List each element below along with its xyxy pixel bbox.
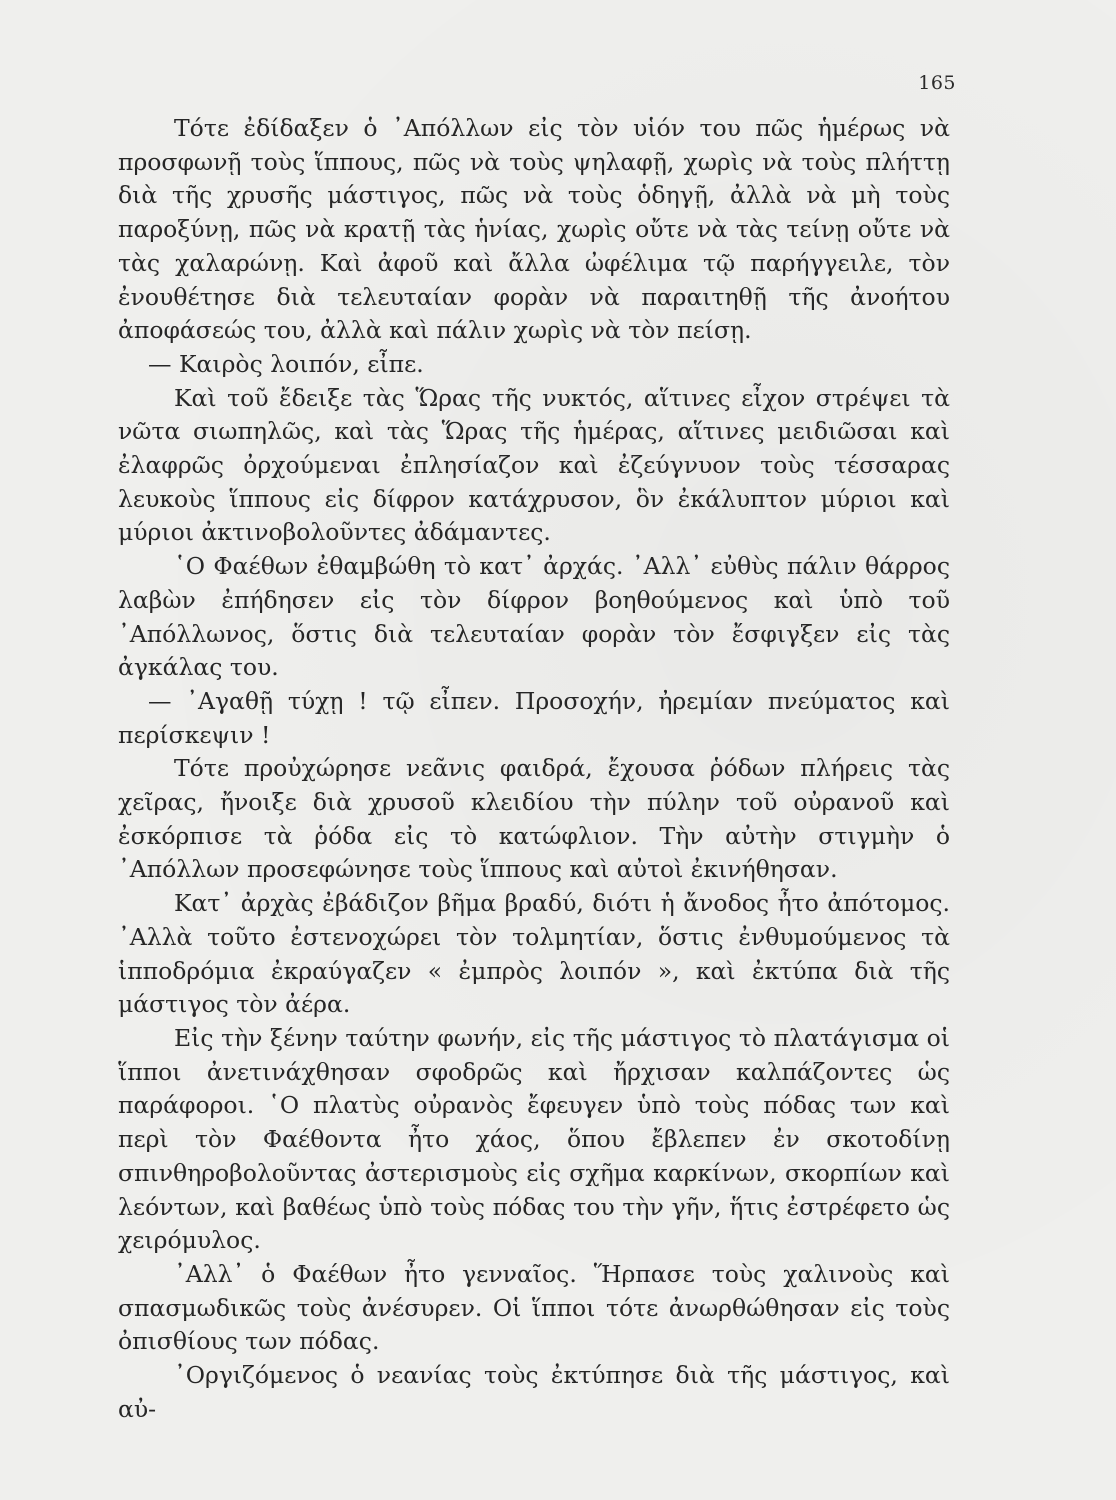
paragraph-5: Κατ᾿ ἀρχὰς ἐβάδιζον βῆμα βραδύ, διότι ἡ ἄνοδος ἦτο ἀπότομος. ᾿Αλλὰ τοῦτο ἐστενοχώρει τὸν τολμητίαν, ὅστις ἐνθυμούμενος τὰ ἱπποδρόμια ἐκραύγαζεν « ἐμπρὸς λοιπόν », καὶ ἐκτύπα διὰ τῆς μάστιγος τὸν ἀέρα. <box>118 889 950 1019</box>
page-number: 165 <box>918 72 956 94</box>
paragraph-3: ῾Ο Φαέθων ἐθαμβώθη τὸ κατ᾿ ἀρχάς. ᾿Αλλ᾿ εὐθὺς πάλιν θάρρος λαβὼν ἐπήδησεν εἰς τὸν δίφρον βοηθούμενος καὶ ὑπὸ τοῦ ᾿Απόλλωνος, ὅστις διὰ τελευταίαν φορὰν τὸν ἔσφιγξεν εἰς τὰς ἀγκάλας του. <box>118 552 950 682</box>
dialogue-line-2: — ᾿Αγαθῇ τύχῃ ! τῷ εἶπεν. Προσοχήν, ἠρεμίαν πνεύματος καὶ περίσκεψιν ! <box>118 686 950 749</box>
paragraph-1: Τότε ἐδίδαξεν ὁ ᾿Απόλλων εἰς τὸν υἱόν του πῶς ἡμέρως νὰ προσφωνῇ τοὺς ἵππους, πῶς νὰ τοὺς ψηλαφῇ, χωρὶς νὰ τοὺς πλήττῃ διὰ τῆς χρυσῆς μάστιγος, πῶς νὰ τοὺς ὁδηγῇ, ἀλλὰ νὰ μὴ τοὺς παροξύνῃ, πῶς νὰ κρατῇ τὰς ἡνίας, χωρὶς οὔτε νὰ τὰς τείνῃ οὔτε νὰ τὰς χαλαρώνῃ. Καὶ ἀφοῦ καὶ ἄλλα ὠφέλιμα τῷ παρήγγειλε, τὸν ἐνουθέτησε διὰ τελευταίαν φορὰν νὰ παραιτηθῇ τῆς ἀνοήτου ἀποφάσεώς του, ἀλλὰ καὶ πάλιν χωρὶς νὰ τὸν πείσῃ. <box>118 114 950 345</box>
dialogue-line-1: — Καιρὸς λοιπόν, εἶπε. <box>148 349 424 378</box>
paragraph-8: ᾿Οργιζόμενος ὁ νεανίας τοὺς ἐκτύπησε διὰ τῆς μάστιγος, καὶ αὐ- <box>118 1361 950 1423</box>
paragraph-6: Εἰς τὴν ξένην ταύτην φωνήν, εἰς τῆς μάστιγος τὸ πλατάγισμα οἱ ἵπποι ἀνετινάχθησαν σφοδρῶς καὶ ἤρχισαν καλπάζοντες ὡς παράφοροι. ῾Ο πλατὺς οὐρανὸς ἔφευγεν ὑπὸ τοὺς πόδας των καὶ περὶ τὸν Φαέθοντα ἦτο χάος, ὅπου ἔβλεπεν ἐν σκοτοδίνῃ σπινθηροβολοῦντας ἀστερισμοὺς εἰς σχῆμα καρκίνων, σκορπίων καὶ λεόντων, καὶ βαθέως ὑπὸ τοὺς πόδας του τὴν γῆν, ἥτις ἐστρέφετο ὡς χειρόμυλος. <box>118 1023 950 1255</box>
body-text <box>118 112 950 1426</box>
paragraph-7: ᾿Αλλ᾿ ὁ Φαέθων ἦτο γενναῖος. Ἥρπασε τοὺς χαλινοὺς καὶ σπασμωδικῶς τοὺς ἀνέσυρεν. Οἱ ἵπποι τότε ἀνωρθώθησαν εἰς τοὺς ὀπισθίους των πόδας. <box>118 1259 950 1356</box>
paragraph-4: Τότε προὐχώρησε νεᾶνις φαιδρά, ἔχουσα ῥόδων πλήρεις τὰς χεῖρας, ἤνοιξε διὰ χρυσοῦ κλειδίου τὴν πύλην τοῦ οὐρανοῦ καὶ ἐσκόρπισε τὰ ῥόδα εἰς τὸ κατώφλιον. Τὴν αὐτὴν στιγμὴν ὁ ᾿Απόλλων προσεφώνησε τοὺς ἵππους καὶ αὐτοὶ ἐκινήθησαν. <box>118 754 950 884</box>
paragraph-2: Καὶ τοῦ ἔδειξε τὰς Ὥρας τῆς νυκτός, αἵτινες εἶχον στρέψει τὰ νῶτα σιωπηλῶς, καὶ τὰς Ὥρας τῆς ἡμέρας, αἵτινες μειδιῶσαι καὶ ἐλαφρῶς ὀρχούμεναι ἐπλησίαζον καὶ ἐζεύγνυον τοὺς τέσσαρας λευκοὺς ἵππους εἰς δίφρον κατάχρυσον, ὃν ἐκάλυπτον μύριοι καὶ μύριοι ἀκτινοβολοῦντες ἀδάμαντες. <box>118 383 950 547</box>
